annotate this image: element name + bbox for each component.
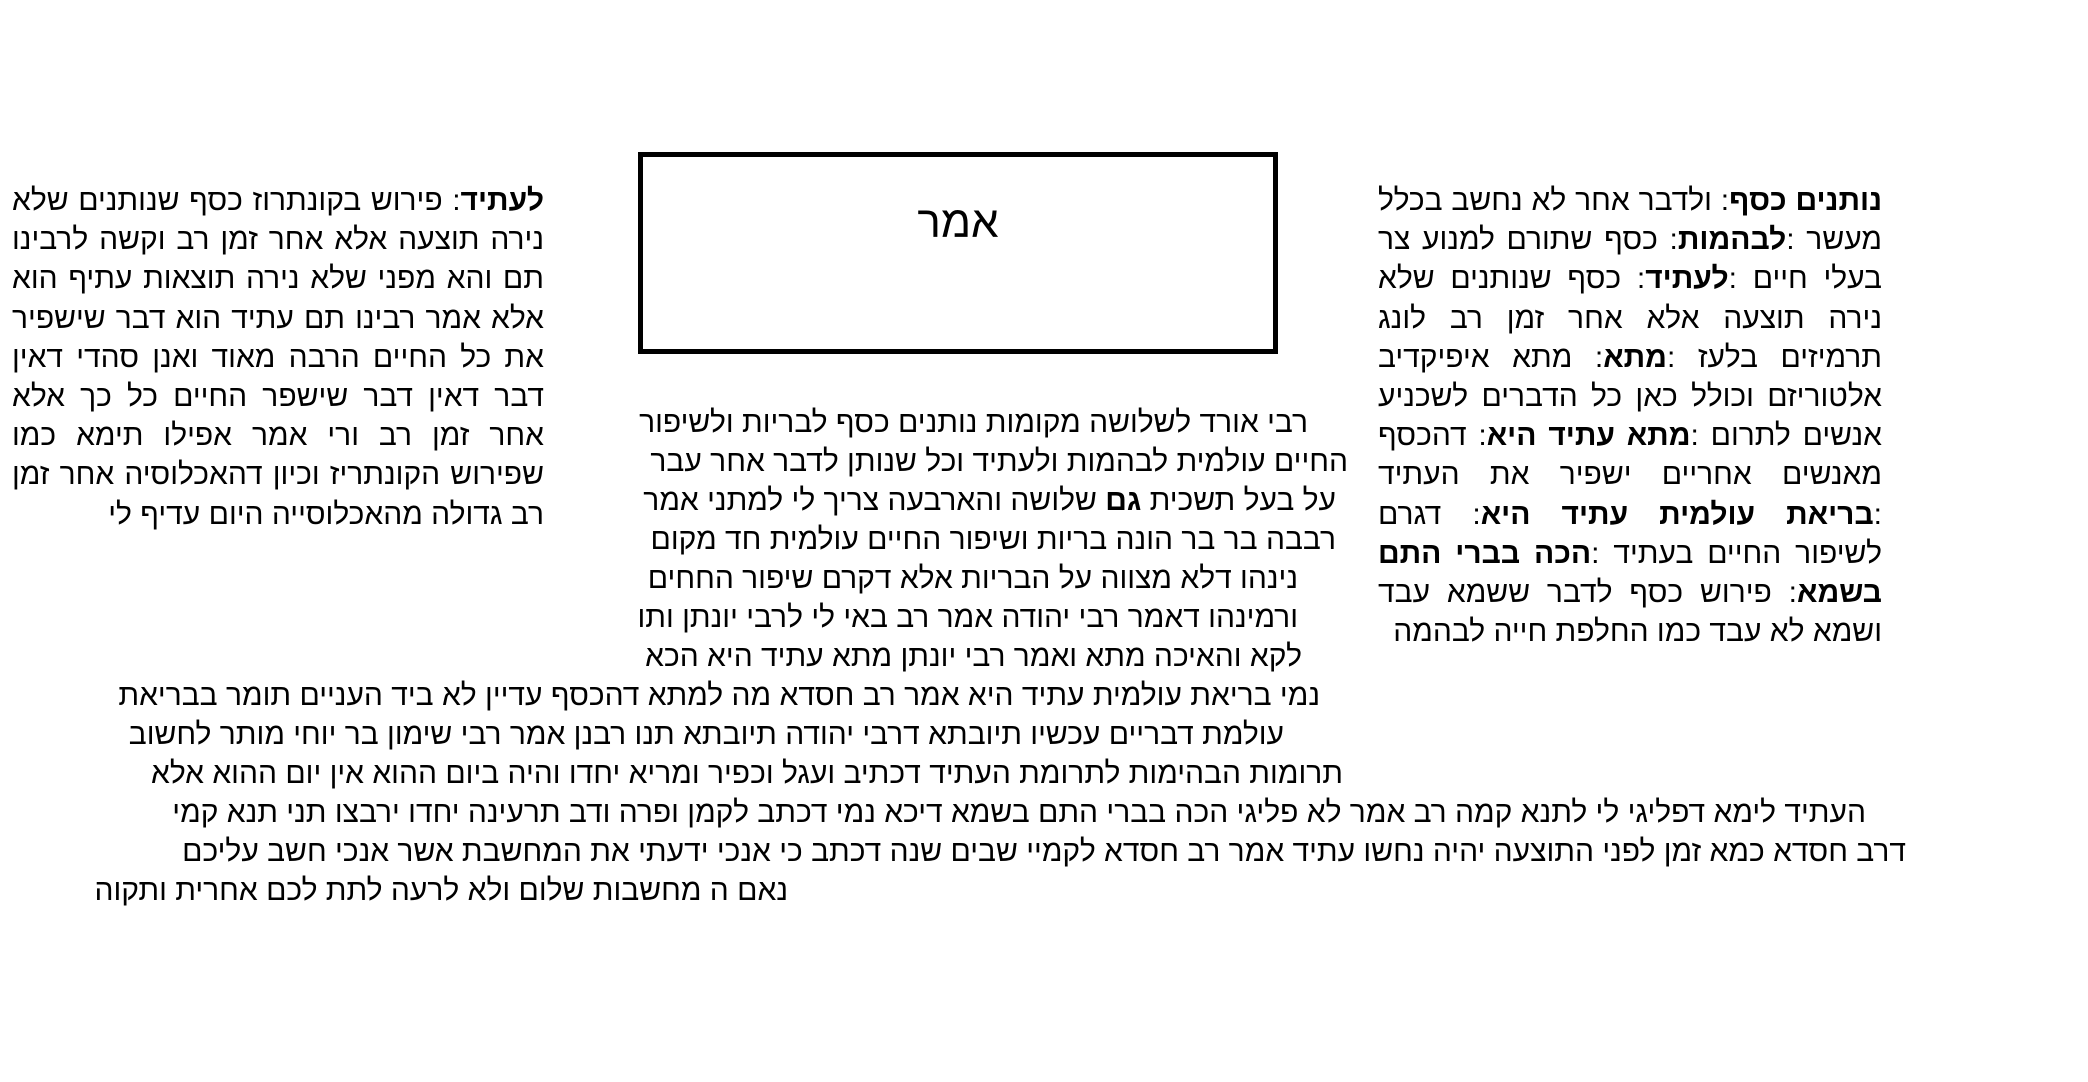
headword: בריאת עולמית עתיד היא bbox=[1480, 497, 1874, 531]
gloss: : פירוש בקונתרוז כסף שנותנים שלא נירה תוצעה אלא אחר זמן רב וקשה לרבינו תם והא מפני שלא נירה תוצאות עתיף הוא אלא אמר רבינו תם עתיד הוא דבר שישפיר את כל החיים הרבה מאוד ואנן סהדי דאין דבר דאין דבר שישפר החיים כל כך אלא אחר זמן רב ורי אמר אפילו תימא כמו שפירוש הקונתריז וכיון דהאכלוסיה אחר זמן רב גדולה מהאכלוסייה היום עדיף לי bbox=[12, 184, 544, 531]
left-commentary bbox=[12, 181, 544, 534]
headword: הכה בברי התם בשמא bbox=[1378, 536, 1882, 610]
headword: נותנים כסף bbox=[1729, 184, 1883, 217]
headword: מתא עתיד היא bbox=[1486, 419, 1691, 453]
main-text-line: נאם ה מחשבות שלום ולא לרעה לתת לכם אחרית ותקוה bbox=[94, 874, 788, 907]
main-text-line: רבבה בר בר הונה בריות ושיפור החיים עולמית חד מקום bbox=[650, 523, 1336, 556]
main-text-line: נינהו דלא מצווה על הבריות אלא דקרם שיפור החחים bbox=[647, 562, 1298, 595]
main-text-line: העתיד לימא דפליגי לי לתנא קמה רב אמר לא פליגי הכה בברי התם בשמא דיכא נמי דכתב לקמן ופרה ודב תרעינה יחדו ירבצו תני תנא קמי bbox=[172, 796, 1866, 829]
headword: לעתיד bbox=[460, 184, 544, 217]
main-text-line: לקא והאיכה מתא ואמר רבי יונתן מתא עתיד היא הכא bbox=[645, 640, 1302, 673]
gloss: : דהכסף מאנשים אחריים ישפיר את העתיד : bbox=[1378, 419, 1883, 531]
main-text-segment: על בעל תשכית bbox=[1141, 484, 1336, 517]
main-text-line bbox=[643, 481, 1336, 520]
main-text-line: רבי אורד לשלושה מקומות נותנים כסף לבריות ולשיפור bbox=[639, 406, 1308, 439]
gloss: : כסף שתורם למנוע צר בעלי חיים : bbox=[1378, 223, 1882, 296]
main-text-line: תרומות הבהימות לתרומת העתיד דכתיב ועגל וכפיר ומריא יחדו והיה ביום ההוא אין יום ההוא אלא bbox=[151, 757, 1343, 790]
main-text-segment: שלושה והארבעה צריך לי למתני אמר bbox=[643, 484, 1106, 517]
headword: לבהמות bbox=[1677, 223, 1787, 257]
gloss: : כסף שנותנים שלא נירה תוצעה אלא אחר זמן רב לונג תרמיזים בלעז : bbox=[1378, 262, 1882, 374]
gloss: : ולדבר אחר לא נחשב בכלל מעשר : bbox=[1378, 184, 1882, 257]
main-text-line: ורמינהו דאמר רבי יהודה אמר רב באי לי לרבי יונתן ותו bbox=[637, 601, 1298, 634]
main-text-emphasis: גם bbox=[1105, 484, 1142, 517]
headword: לעתיד bbox=[1645, 262, 1729, 296]
gloss: : פירוש כסף לדבר ששמא עבד ושמא לא עבד כמו החלפת חייה לבהמה bbox=[1378, 576, 1882, 649]
main-text-line: נמי בריאת עולמית עתיד היא אמר רב חסדא מה למתא דהכסף עדיין לא ביד העניים תומר בבריאת bbox=[118, 679, 1320, 712]
main-text-line: החיים עולמית לבהמות ולעתיד וכל שנותן לדבר אחר עבר bbox=[650, 445, 1348, 478]
right-commentary bbox=[1378, 181, 1882, 651]
headword: מתא bbox=[1603, 340, 1667, 374]
title-box bbox=[638, 152, 1278, 354]
gloss: : דגרם לשיפור החיים בעתיד : bbox=[1378, 497, 1882, 570]
page-title: אמר bbox=[917, 198, 999, 247]
main-text-line: דרב חסדא כמא זמן לפני התוצעה יהיה נחשו עתיד אמר רב חסדא לקמיי שבים שנה דכתב כי אנכי ידעתי את המחשבת אשר אנכי חשב עליכם bbox=[182, 835, 1906, 868]
gloss: : מתא איפיקדיב אלטוריזם וכולל כאן כל הדברים לשכניע אנשים לתרום : bbox=[1378, 340, 1882, 453]
main-text-line: עולמת דבריים עכשיו תיובתא דרבי יהודה תיובתא תנו רבנן אמר רבי שימון בר יוחי מותר לחשוב bbox=[128, 718, 1284, 751]
